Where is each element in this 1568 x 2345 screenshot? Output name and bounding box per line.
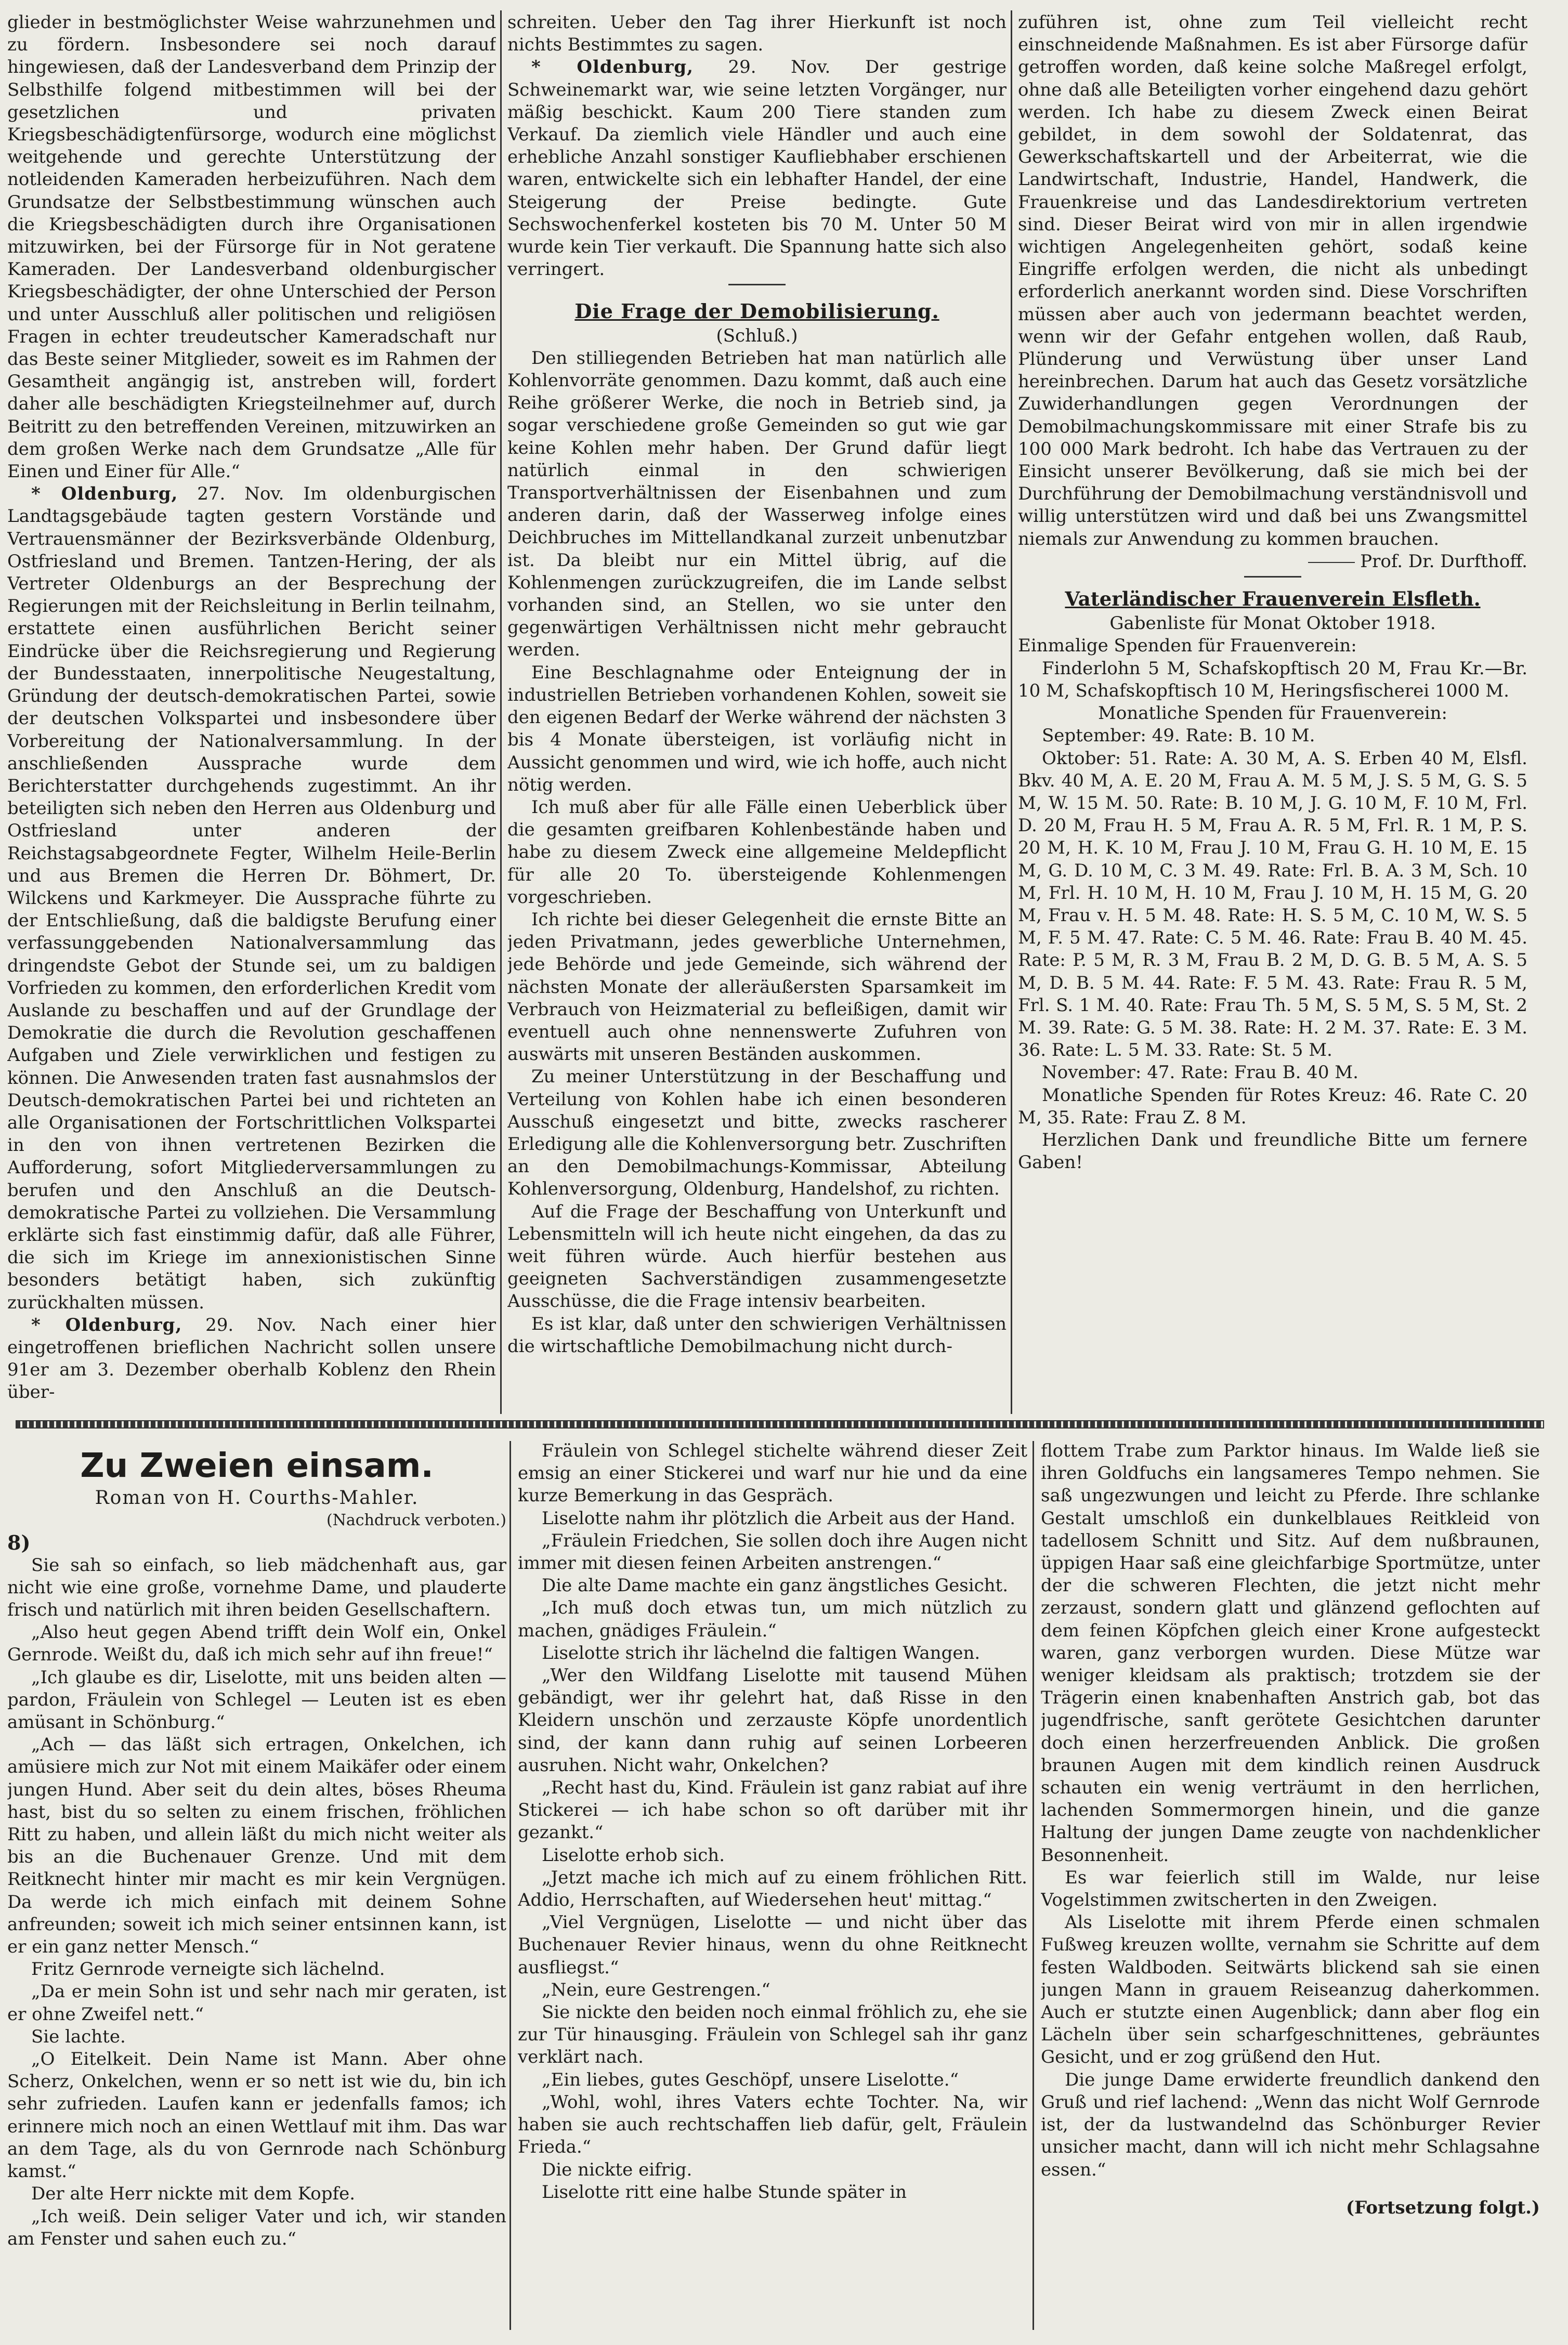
novel-paragraph: Fritz Gernrode verneigte sich lächelnd. — [31, 1959, 385, 1980]
news-item — [507, 56, 1007, 281]
article-paragraph: schreiten. Ueber den Tag ihrer Hierkunft ist noch nichts Bestimmtes zu sagen. — [507, 12, 1007, 56]
novel-paragraph: Es war feierlich still im Walde, nur leise Vogelstimmen zwitscherten in den Zweigen. — [1041, 1867, 1540, 1911]
novel-paragraph: „Also heut gegen Abend trifft dein Wolf ein, Onkel Gernrode. Weißt du, daß ich mich sehr auf ihn freue!“ — [7, 1622, 506, 1666]
novel-paragraph: „Ach — das läßt sich ertragen, Onkelchen, ich amüsiere mich zur Not mit einem Maikäfer oder einem jungen Hund. Aber seit du dein altes, böses Rheuma hast, bist du so selten zu einem frischen, fröhlichen Ritt zu haben, und allein läßt du mich nicht weiter als bis an die Buchenauer Grenze. Und mit dem Reitknecht hinter mir macht es mir kein Vergnügen. Da werde ich mich einfach mit deinem Sohne anfreunden; soweit ich mich seiner entsinnen kann, ist er ein ganz netter Mensch.“ — [7, 1734, 506, 1958]
novel-paragraph: Liselotte nahm ihr plötzlich die Arbeit aus der Hand. — [542, 1508, 1016, 1529]
novel-paragraph: Die junge Dame erwiderte freundlich dankend den Gruß und rief lachend: „Wenn das nicht Wolf Gernrode ist, der da lustwandelnd das Schönburger Revier unsicher macht, dann will ich nicht mehr Schlagsahne essen.“ — [1041, 2069, 1540, 2180]
donation-heading: Monatliche Spenden für Frauenverein: — [1098, 703, 1447, 724]
novel-paragraph: Liselotte strich ihr lächelnd die faltigen Wangen. — [542, 1642, 981, 1663]
section-rule — [1244, 576, 1301, 578]
article-paragraph: Es ist klar, daß unter den schwierigen Verhältnissen die wirtschaftliche Demobilmachung nicht durch- — [507, 1313, 1007, 1357]
novel-paragraph: „O Eitelkeit. Dein Name ist Mann. Aber ohne Scherz, Onkelchen, wenn er so nett ist wie du, bin ich sehr zufrieden. Laufen kann er jedenfalls famos; ich erinnere mich noch an einen Wettlauf mit ihm. Das war an dem Tage, als du von Gernrode nach Schönburg kamst.“ — [7, 2049, 506, 2182]
novel-paragraph: Sie lachte. — [31, 2026, 126, 2047]
article-paragraph: Zu meiner Unterstützung in der Beschaffung und Verteilung von Kohlen habe ich einen besonderen Ausschuß eingesetzt und bitte, zwecks rascherer Erledigung alle die Kohlenversorgung betr. Zuschriften an den Demobilmachungs-Kommissar, Abteilung Kohlenversorgung, Oldenburg, Handelshof, zu richten. — [507, 1066, 1007, 1200]
dateline: * Oldenburg, — [31, 483, 178, 505]
novel-column-3 — [1041, 1440, 1540, 2329]
column-divider — [1033, 1441, 1034, 2330]
copyright-note: (Nachdruck verboten.) — [326, 1511, 506, 1530]
novel-paragraph: „Wer den Wildfang Liselotte mit tausend Mühen gebändigt, wer ihr gelehrt hat, daß Risse in den Kleidern unschön und zerzauste Köpfe unordentlich sind, der kann dann ruhig auf seinen Lorbeeren ausruhen. Nicht wahr, Onkelchen? — [518, 1665, 1027, 1776]
novel-paragraph: „Ich glaube es dir, Liselotte, mit uns beiden alten — pardon, Fräulein von Schlegel — Leuten ist es eben amüsant in Schönburg.“ — [7, 1667, 506, 1733]
news-text: 29. Nov. Nach einer hier eingetroffenen brieflichen Nachricht sollen unsere 91er am 3. Dezember oberhalb Koblenz den Rhein über- — [7, 1314, 496, 1403]
novel-paragraph: „Ein liebes, gutes Geschöpf, unsere Liselotte.“ — [542, 2069, 959, 2090]
article-heading: Vaterländischer Frauenverein Elsfleth. — [1065, 587, 1481, 611]
news-text: 29. Nov. Der gestrige Schweinemarkt war, wie seine letzten Vorgänger, nur mäßig beschickt. Kaum 200 Tiere standen zum Verkauf. Da ziemlich viele Händler und auch eine erhebliche Anzahl sonstiger Kaufliebhaber erschienen waren, entwickelte sich ein lebhafter Handel, der eine Steigerung der Preise bedingte. Gute Sechswochenferkel kosteten bis 70 M. Unter 50 M wurde kein Tier verkauft. Die Spannung hatte sich also verringert. — [507, 57, 1007, 280]
news-item — [7, 1314, 496, 1404]
novel-paragraph: „Ich muß doch etwas tun, um mich nützlich zu machen, gnädiges Fräulein.“ — [518, 1597, 1027, 1641]
novel-paragraph: „Fräulein Friedchen, Sie sollen doch ihre Augen nicht immer mit diesen feinen Arbeiten anstrengen.“ — [518, 1530, 1027, 1574]
donation-text: September: 49. Rate: B. 10 M. — [1042, 725, 1315, 746]
novel-paragraph: Die nickte eifrig. — [542, 2159, 692, 2180]
novel-paragraph: Die alte Dame machte ein ganz ängstliches Gesicht. — [542, 1575, 1009, 1596]
column-divider — [509, 1441, 511, 2330]
column-divider — [1011, 10, 1012, 1414]
feuilleton-divider — [16, 1420, 1544, 1429]
news-item — [7, 483, 496, 1314]
novel-paragraph: flottem Trabe zum Parktor hinaus. Im Walde ließ sie ihren Goldfuchs ein langsameres Tempo nehmen. Sie saß ungezwungen und leicht zu Pferde. Ihre schlanke Gestalt umschloß ein dunkelblaues Reitkleid von tadellosem Schnitt und Sitz. Auf dem nußbraunen, üppigen Haar saß eine gleichfarbige Sportmütze, unter der die schweren Flechten, die jetzt nicht mehr zerzaust, sondern glatt und glänzend geflochten auf dem feinen Köpfchen gleich einer Krone aufgesteckt waren, ganz verborgen wurden. Diese Mütze war weniger kleidsam als praktisch; trotzdem sie der Trägerin einen knabenhaften Anstrich gab, bot das jugendfrische, sanft gerötete Gesichtchen darunter doch einen herzerfreuenden Anblick. Die großen braunen Augen mit dem kindlich reinen Ausdruck schauten ein wenig verträumt in den herrlichen, lachenden Sommermorgen hinein, und die ganze Haltung der jungen Dame zeugte von nachdenklicher Besonnenheit. — [1041, 1440, 1540, 1866]
novel-paragraph: „Jetzt mache ich mich auf zu einem fröhlichen Ritt. Addio, Herrschaften, auf Wiedersehen heut' mittag.“ — [518, 1867, 1027, 1911]
column-1 — [7, 11, 496, 1415]
news-text: 27. Nov. Im oldenburgischen Landtagsgebäude tagten gestern Vorstände und Vertrauensmänner der Bezirksverbände Oldenburg, Ostfriesland und Bremen. Tantzen-Hering, der als Vertreter Oldenburgs an der Besprechung der Regierungen mit der Reichsleitung in Berlin teilnahm, erstattete einen ausführlichen Bericht seiner Eindrücke über die Reichsregierung und Regierung der Bundesstaaten, innerpolitische Neugestaltung, Gründung der deutsch-demokratischen Partei, sowie der deutschen Volkspartei und insbesondere über Vorbereitung der Nationalversammlung. In der anschließenden Aussprache wurde dem Berichterstatter durchgehends zugestimmt. An ihr beteiligten sich neben den Herren aus Oldenburg und Ostfriesland unter anderen der Reichstagsabgeordnete Fegter, Wilhelm Heile-Berlin und aus Bremen die Herren Dr. Böhmert, Dr. Wilckens und Karkmeyer. Die Aussprache führte zu der Entschließung, daß die baldigste Berufung einer verfassunggebenden Nationalversammlung das dringendste Gebot der Stunde sei, um zu baldigen Vorfrieden zu kommen, den erforderlichen Kredit vom Auslande zu beschaffen und auf der Grundlage der Demokratie die durch die Revolution geschaffenen Aufgaben und Ziele verwirklichen und festigen zu können. Die Anwesenden traten fast ausnahmslos der Deutsch-demokratischen Partei bei und richteten an alle Organisationen der Fortschrittlichen Volkspartei in den von ihnen vertretenen Bezirken die Aufforderung, sofort Mitgliederversammlungen zu berufen und den Anschluß an die Deutsch-demokratische Partei zu vollziehen. Die Versammlung erklärte sich fast einstimmig dafür, daß alle Führer, die sich im Kriege im annexionistischen Sinne besonders betätigt haben, sich zukünftig zurückhalten müssen. — [7, 483, 496, 1313]
column-divider — [500, 10, 502, 1414]
novel-paragraph: „Wohl, wohl, ihres Vaters echte Tochter. Na, wir haben sie auch rechtschaffen lieb dafür, gelt, Fräulein Frieda.“ — [518, 2091, 1027, 2158]
novel-title: Zu Zweien einsam. — [80, 1447, 434, 1485]
donation-text: Oktober: 51. Rate: A. 30 M, A. S. Erben 40 M, Elsfl. Bkv. 40 M, A. E. 20 M, Frau A. M. 5 M, J. S. 5 M, G. S. 5 M, W. 15 M. 50. Rate: B. 10 M, J. G. 10 M, F. 10 M, Frl. D. 20 M, Frau H. 5 M, Frau A. R. 5 M, Frl. R. 1 M, P. S. 20 M, H. K. 10 M, Frau J. 10 M, Frau G. H. 10 M, E. 15 M, G. D. 10 M, C. 3 M. 49. Rate: Frl. B. A. 3 M, Sch. 10 M, Frl. H. 10 M, H. 10 M, Frau J. 10 M, H. 15 M, G. 20 M, Frau v. H. 5 M. 48. Rate: H. S. 5 M, C. 10 M, W. S. 5 M, F. 5 M. 47. Rate: C. 5 M. 46. Rate: Frau B. 40 M. 45. Rate: P. 5 M, R. 3 M, Frau B. 2 M, D. G. B. 5 M, A. S. 5 M, D. B. 5 M. 44. Rate: F. 5 M. 43. Rate: Frau R. 5 M, Frl. S. 1 M. 40. Rate: Frau Th. 5 M, S. 5 M, S. 5 M, St. 2 M. 39. Rate: G. 5 M. 38. Rate: H. 2 M. 37. Rate: E. 3 M. 36. Rate: L. 5 M. 33. Rate: St. 5 M. — [1018, 748, 1527, 1061]
article-heading: Die Frage der Demobilisierung. — [574, 299, 939, 323]
continuation-note: (Fortsetzung folgt.) — [1345, 2197, 1540, 2218]
column-3 — [1018, 11, 1527, 1415]
donation-text: November: 47. Rate: Frau B. 40 M. — [1042, 1062, 1358, 1083]
article-paragraph: glieder in bestmöglichster Weise wahrzunehmen und zu fördern. Insbesondere sei noch darauf hingewiesen, daß der Landesverband dem Prinzip der Selbsthilfe folgend mitbestimmen will bei der gesetzlichen und privaten Kriegsbeschädigtenfürsorge, wodurch eine möglichst weitgehende und gerechte Unterstützung der notleidenden Kameraden herbeizuführen. Nach dem Grundsatze der Selbstbestimmung wünschen auch die Kriegsbeschädigten durch ihre Organisationen mitzuwirken, bei der Fürsorge für in Not geratene Kameraden. Der Landesverband oldenburgischer Kriegsbeschädigter, der ohne Unterschied der Person und unter Ausschluß aller politischen und religiösen Fragen in echter treudeutscher Kameradschaft nur das Beste seiner Mitglieder, soweit es im Rahmen der Gesamtheit angängig ist, anstreben will, fordert daher alle beschädigten Kriegsteilnehmer auf, durch Beitritt zu den betreffenden Vereinen, mitzuwirken an dem großen Werke nach dem Grundsatze „Alle für Einen und Einer für Alle.“ — [7, 12, 496, 482]
dateline: * Oldenburg, — [31, 1314, 182, 1335]
novel-author: Roman von H. Courths-Mahler. — [95, 1487, 419, 1509]
signature: Prof. Dr. Durfthoff. — [1018, 551, 1527, 573]
article-paragraph: zuführen ist, ohne zum Teil vielleicht recht einschneidende Maßnahmen. Es ist aber Fürsorge dafür getroffen worden, daß keine solche Maßregel erfolgt, ohne daß alle Beteiligten vorher eingehend dazu gehört werden. Ich habe zu diesem Zweck einen Beirat gebildet, in dem sowohl der Soldatenrat, das Gewerkschaftskartell und der Arbeiterrat, wie die Landwirtschaft, Industrie, Handel, Handwerk, die Frauenkreise und das Landesdirektorium vertreten sind. Dieser Beirat wird von mir in allen irgendwie wichtigen Angelegenheiten gehört, sodaß keine Eingriffe erfolgen werden, die nicht als unbedingt erforderlich anerkannt worden sind. Diese Vorschriften müssen aber auch von jedermann beachtet werden, wenn wir der Gefahr entgehen wollen, daß Raub, Plünderung und Verwüstung über unser Land hereinbrechen. Darum hat auch das Gesetz vorsätzliche Zuwiderhandlungen gegen Verordnungen der Demobilmachungskommissare mit einer Strafe bis zu 100 000 Mark bedroht. Ich habe das Vertrauen zu der Einsicht unserer Bevölkerung, daß sie mich bei der Durchführung der Demobilmachung verständnisvoll und willig unterstützen wird und daß bei uns Zwangsmittel niemals zur Anwendung zu kommen brauchen. — [1018, 12, 1527, 549]
article-paragraph: Den stilliegenden Betrieben hat man natürlich alle Kohlenvorräte genommen. Dazu kommt, daß auch eine Reihe größerer Werke, die noch in Betrieb sind, ja sogar verschiedene große Gemeinden so gut wie gar keine Kohlen mehr haben. Der Grund dafür liegt natürlich einmal in den schwierigen Transportverhältnissen der Eisenbahnen und zum anderen darin, daß der Wasserweg infolge eines Deichbruches im Mittellandkanal zurzeit unbenutzbar ist. Da bleibt nur ein Mittel übrig, auf die Kohlenmengen zurückzugreifen, die im Lande selbst vorhanden sind, an Stellen, wo sie unter den gegenwärtigen Verhältnissen nicht mehr gebraucht werden. — [507, 347, 1007, 661]
article-paragraph: Ich richte bei dieser Gelegenheit die ernste Bitte an jeden Privatmann, jedes gewerbliche Unternehmen, jede Behörde und jede Gemeinde, sich während der nächsten Monate der alleräußersten Sparsamkeit im Verbrauch von Heizmaterial zu befleißigen, damit wir eventuell auch ohne nennenswerte Zufuhren von auswärts mit unseren Beständen auskommen. — [507, 909, 1007, 1065]
novel-paragraph: „Recht hast du, Kind. Fräulein ist ganz rabiat auf ihre Stickerei — ich habe schon so oft darüber mit ihr gezankt.“ — [518, 1777, 1027, 1843]
novel-paragraph: Der alte Herr nickte mit dem Kopfe. — [31, 2183, 356, 2205]
novel-paragraph: Sie sah so einfach, so lieb mädchenhaft aus, gar nicht wie eine große, vornehme Dame, und plauderte frisch und natürlich mit ihren beiden Gesellschaftern. — [7, 1554, 506, 1621]
article-subheading: (Schluß.) — [716, 325, 798, 346]
novel-paragraph: Als Liselotte mit ihrem Pferde einen schmalen Fußweg kreuzen wollte, vernahm sie Schritte auf dem festen Waldboden. Seitwärts blickend sah sie einen jungen Mann in grauem Reiseanzug daherkommen. Auch er stutzte einen Augenblick; dann aber flog ein Lächeln über sein scharfgeschnittenes, gebräuntes Gesicht, und er zog grüßend den Hut. — [1041, 1912, 1540, 2068]
novel-paragraph: „Nein, eure Gestrengen.“ — [542, 1979, 770, 2000]
donation-text: Monatliche Spenden für Rotes Kreuz: 46. Rate C. 20 M, 35. Rate: Frau Z. 8 M. — [1018, 1084, 1527, 1128]
article-paragraph: Eine Beschlagnahme oder Enteignung der in industriellen Betrieben vorhandenen Kohlen, soweit sie den eigenen Bedarf der Werke während der nächsten 3 bis 4 Monate übersteigen, ist vorläufig nicht in Aussicht genommen und wird, wie ich hoffe, auch nicht nötig werden. — [507, 662, 1007, 795]
article-paragraph: Ich muß aber für alle Fälle einen Ueberblick über die gesamten greifbaren Kohlenbestände haben und habe zu diesem Zweck eine allgemeine Meldepflicht für alle 20 To. übersteigende Kohlenmengen vorgeschrieben. — [507, 796, 1007, 908]
novel-paragraph: „Ich weiß. Dein seliger Vater und ich, wir standen am Fenster und sahen euch zu.“ — [7, 2206, 506, 2249]
article-paragraph: Auf die Frage der Beschaffung von Unterkunft und Lebensmitteln will ich heute nicht eingehen, da das zu weit führen würde. Auch hierfür bestehen aus geeigneten Sachverständigen zusammengesetzte Ausschüsse, die die Frage intensiv bearbeiten. — [507, 1201, 1007, 1312]
donation-text: Herzlichen Dank und freundliche Bitte um fernere Gaben! — [1018, 1129, 1527, 1173]
donation-heading: Einmalige Spenden für Frauenverein: — [1018, 635, 1357, 657]
novel-paragraph: Liselotte erhob sich. — [542, 1844, 725, 1866]
section-rule — [728, 284, 786, 285]
novel-paragraph: Sie nickte den beiden noch einmal fröhlich zu, ehe sie zur Tür hinausging. Fräulein von Schlegel sah ihr ganz verklärt nach. — [518, 2002, 1027, 2068]
novel-paragraph: „Da er mein Sohn ist und sehr nach mir geraten, ist er ohne Zweifel nett.“ — [7, 1981, 506, 2025]
installment-number: 8) — [7, 1531, 31, 1555]
column-2 — [507, 11, 1007, 1415]
novel-paragraph: Liselotte ritt eine halbe Stunde später in — [542, 2181, 907, 2203]
novel-column-1 — [7, 1445, 506, 2329]
signature-dash — [1308, 562, 1355, 563]
donation-text: Finderlohn 5 M, Schafskopftisch 20 M, Frau Kr.—Br. 10 M, Schafskopftisch 10 M, Heringsfischerei 1000 M. — [1018, 658, 1527, 701]
article-subheading: Gabenliste für Monat Oktober 1918. — [1109, 613, 1436, 634]
dateline: * Oldenburg, — [531, 57, 694, 78]
novel-column-2 — [518, 1440, 1027, 2329]
novel-paragraph: Fräulein von Schlegel stichelte während dieser Zeit emsig an einer Stickerei und warf nur hie und da eine kurze Bemerkung in das Gespräch. — [518, 1440, 1027, 1506]
novel-paragraph: „Viel Vergnügen, Liselotte — und nicht über das Buchenauer Revier hinaus, wenn du ohne Reitknecht ausfliegst.“ — [518, 1912, 1027, 1978]
